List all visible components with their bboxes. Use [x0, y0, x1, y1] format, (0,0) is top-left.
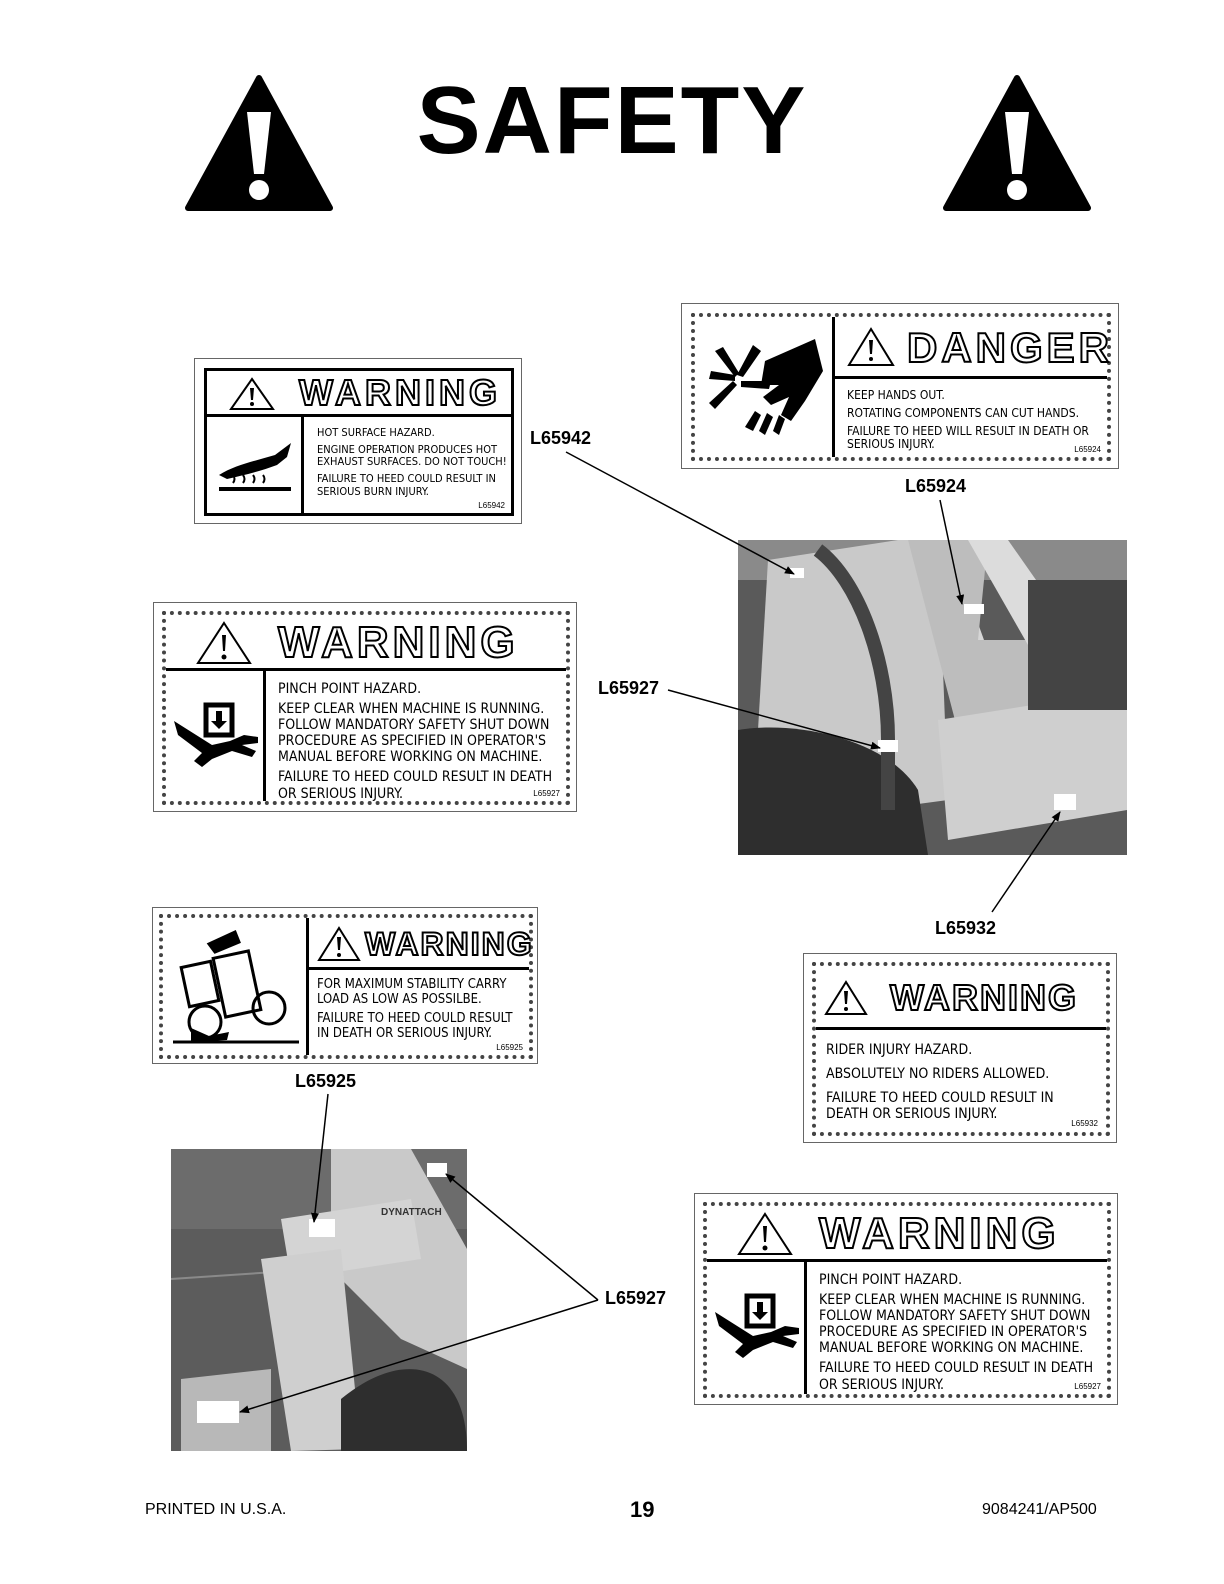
callout-label-l65932: L65932 — [935, 918, 997, 938]
hazard-text: FOR MAXIMUM STABILITY CARRY LOAD AS LOW AS POSSILBE. — [317, 977, 507, 1007]
signal-word: DANGER — [907, 324, 1114, 371]
consequence-text: FAILURE TO HEED COULD RESULT IN DEATH OR SERIOUS INJURY. — [278, 769, 553, 802]
body-text: ABSOLUTELY NO RIDERS ALLOWED. — [826, 1066, 1050, 1083]
body-text: KEEP CLEAR WHEN MACHINE IS RUNNING. FOLLOW MANDATORY SAFETY SHUT DOWN PROCEDURE AS SPECIFIED IN OPERATOR'S MANUAL BEFORE WORKING ON MACHINE. — [278, 701, 550, 766]
photo-brand-text: DYNATTACH — [381, 1207, 442, 1218]
body-text: ROTATING COMPONENTS CAN CUT HANDS. — [847, 405, 1080, 420]
signal-word: WARNING — [819, 1209, 1060, 1258]
decal-code: L65925 — [496, 1043, 523, 1052]
decal-code: L65942 — [478, 501, 505, 510]
signal-word: WARNING — [365, 926, 534, 962]
callout-label-l65927-lower: L65927 — [605, 1288, 667, 1308]
decal-code: L65924 — [1074, 445, 1101, 454]
footer-document-code: 9084241/AP500 — [982, 1501, 1097, 1518]
callout-label-l65924: L65924 — [905, 476, 967, 496]
callout-label-l65927-upper: L65927 — [598, 678, 660, 698]
consequence-text: FAILURE TO HEED COULD RESULT IN DEATH OR SERIOUS INJURY. — [819, 1360, 1094, 1393]
body-text: ENGINE OPERATION PRODUCES HOT EXHAUST SURFACES. DO NOT TOUCH! — [317, 442, 507, 469]
consequence-text: FAILURE TO HEED COULD RESULT IN DEATH OR SERIOUS INJURY. — [826, 1090, 1054, 1123]
callout-label-l65942: L65942 — [530, 428, 592, 448]
hazard-text: RIDER INJURY HAZARD. — [826, 1042, 973, 1058]
hazard-text: HOT SURFACE HAZARD. — [317, 426, 435, 439]
callout-label-l65925: L65925 — [295, 1071, 357, 1091]
hazard-text: PINCH POINT HAZARD. — [819, 1272, 963, 1288]
page-number: 19 — [630, 1497, 655, 1522]
signal-word: WARNING — [890, 977, 1078, 1018]
decal-code: L65932 — [1071, 1119, 1098, 1128]
decal-code: L65927 — [533, 789, 560, 798]
signal-word: WARNING — [278, 618, 519, 667]
body-text: KEEP CLEAR WHEN MACHINE IS RUNNING. FOLLOW MANDATORY SAFETY SHUT DOWN PROCEDURE AS SPECIFIED IN OPERATOR'S MANUAL BEFORE WORKING ON MACHINE. — [819, 1292, 1091, 1357]
page-title: SAFETY — [416, 67, 808, 174]
consequence-text: FAILURE TO HEED COULD RESULT IN DEATH OR SERIOUS INJURY. — [317, 1010, 513, 1041]
signal-word: WARNING — [299, 372, 501, 413]
consequence-text: FAILURE TO HEED COULD RESULT IN SERIOUS BURN INJURY. — [317, 471, 496, 498]
hazard-text: KEEP HANDS OUT. — [847, 388, 945, 402]
decal-code: L65927 — [1074, 1382, 1101, 1391]
hazard-text: PINCH POINT HAZARD. — [278, 681, 422, 697]
consequence-text: FAILURE TO HEED WILL RESULT IN DEATH OR SERIOUS INJURY. — [847, 423, 1089, 452]
footer-printed-in: PRINTED IN U.S.A. — [145, 1501, 287, 1518]
